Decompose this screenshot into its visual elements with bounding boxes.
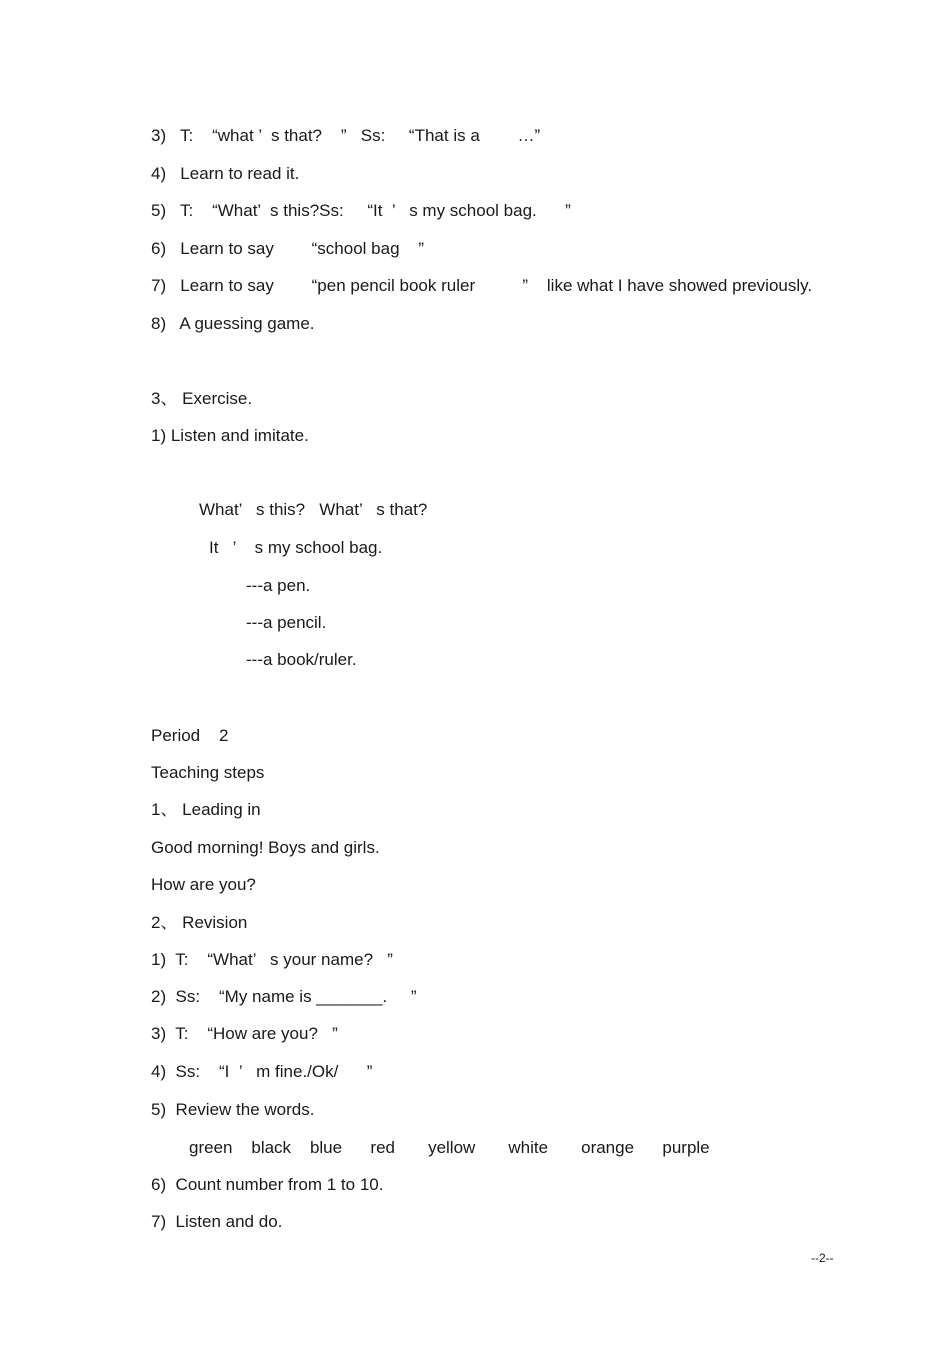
- revision-step-2: 2) Ss: “My name is _______. ”: [151, 987, 417, 1006]
- page-number: --2--: [811, 1251, 834, 1265]
- revision-step-6: 6) Count number from 1 to 10.: [151, 1175, 384, 1194]
- step-4-line: 4) Learn to read it.: [151, 164, 300, 183]
- chant-line-2: It ’ s my school bag.: [209, 538, 383, 557]
- listen-imitate-line: 1) Listen and imitate.: [151, 426, 309, 445]
- revision-step-5: 5) Review the words.: [151, 1100, 315, 1119]
- chant-line-4: ---a pencil.: [246, 613, 327, 632]
- revision-step-7: 7) Listen and do.: [151, 1212, 283, 1231]
- revision-step-1: 1) T: “What’ s your name? ”: [151, 950, 393, 969]
- color-words-line: green black blue red yellow white orange purple: [189, 1138, 710, 1157]
- greeting-line: Good morning! Boys and girls.: [151, 838, 380, 857]
- step-3-line: 3) T: “what ’ s that? ” Ss: “That is a …”: [151, 126, 541, 145]
- revision-heading: 2、 Revision: [151, 913, 248, 932]
- step-6-line: 6) Learn to say “school bag ”: [151, 239, 425, 258]
- step-7-line: 7) Learn to say “pen pencil book ruler ” like what I have showed previously.: [151, 276, 813, 295]
- chant-line-1: What’ s this? What’ s that?: [199, 500, 428, 519]
- step-8-line: 8) A guessing game.: [151, 314, 315, 333]
- step-5-line: 5) T: “What’ s this?Ss: “It ’ s my school bag. ”: [151, 201, 571, 220]
- chant-line-3: ---a pen.: [246, 576, 311, 595]
- how-are-you-line: How are you?: [151, 875, 256, 894]
- period-heading: Period 2: [151, 726, 229, 745]
- exercise-heading: 3、 Exercise.: [151, 389, 253, 408]
- leading-in-heading: 1、 Leading in: [151, 800, 261, 819]
- revision-step-3: 3) T: “How are you? ”: [151, 1024, 338, 1043]
- teaching-steps-heading: Teaching steps: [151, 763, 265, 782]
- chant-line-5: ---a book/ruler.: [246, 650, 357, 669]
- revision-step-4: 4) Ss: “I ’ m fine./Ok/ ”: [151, 1062, 373, 1081]
